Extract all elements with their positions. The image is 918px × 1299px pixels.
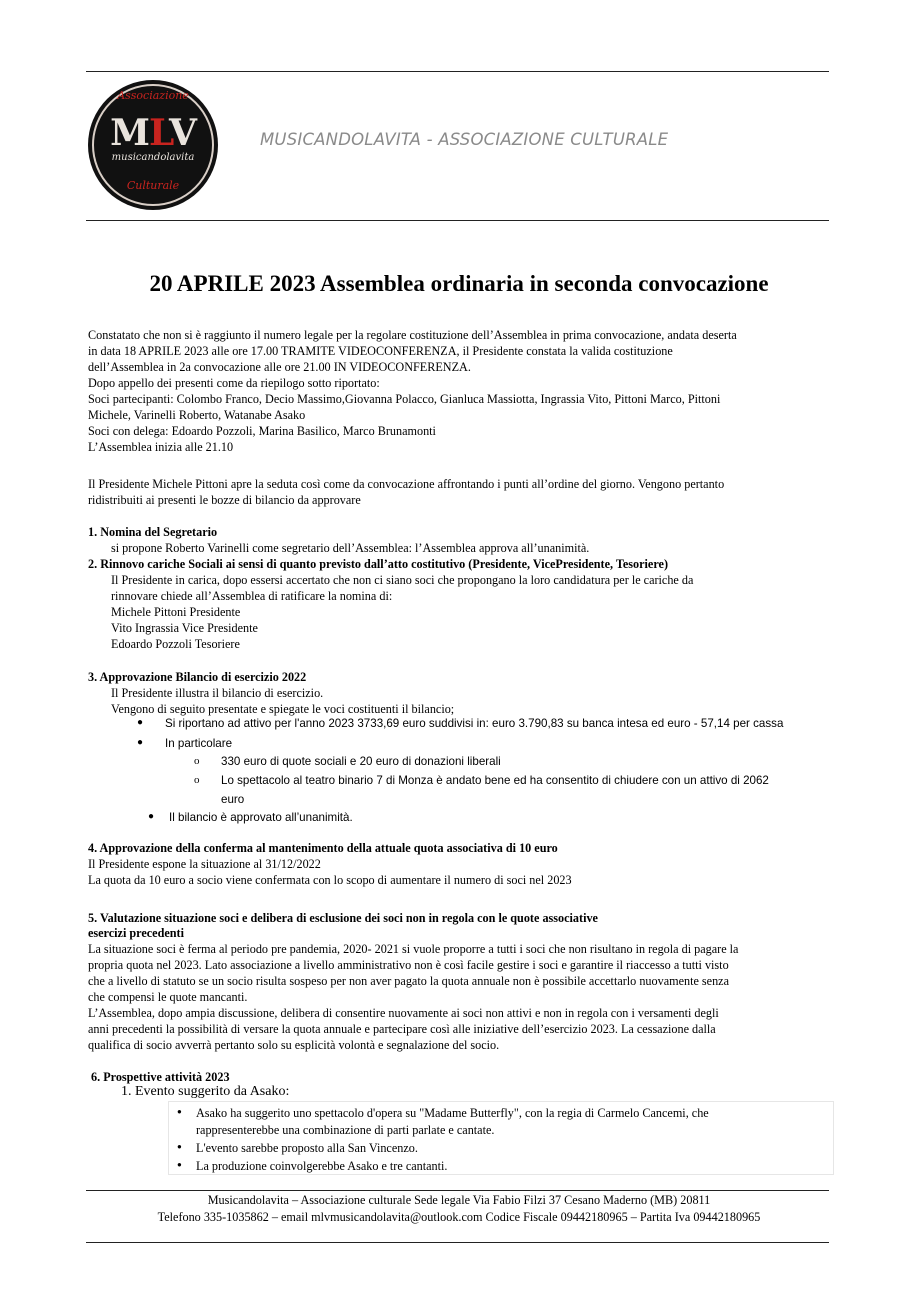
item3-subbullet-cont: euro bbox=[221, 793, 245, 806]
item4-line: La quota da 10 euro a socio viene confermata con lo scopo di aumentare il numero di soci nel 2023 bbox=[88, 873, 572, 887]
item1-text: si propone Roberto Varinelli come segretario dell’Assemblea: l’Assemblea approva all’unanimità. bbox=[111, 541, 590, 555]
logo-top-text: Associazione bbox=[117, 89, 189, 102]
bullet-dot-icon: ● bbox=[177, 1107, 182, 1116]
item3-bullet: Si riportano ad attivo per l'anno 2023 3733,69 euro suddivisi in: euro 3.790,83 su banca intesa ed euro - 57,14 per cassa bbox=[165, 717, 784, 730]
item3-line: Il Presidente illustra il bilancio di esercizio. bbox=[111, 686, 324, 700]
bullet-dot-icon: ● bbox=[137, 737, 144, 748]
item5-line: L’Assemblea, dopo ampia discussione, delibera di consentire nuovamente ai soci non attivi e non in regola con i versamenti degli bbox=[88, 1006, 719, 1020]
item2-line: rinnovare chiede all’Assemblea di ratificare la nomina di: bbox=[111, 589, 393, 603]
intro-line: Michele, Varinelli Roberto, Watanabe Asako bbox=[88, 408, 306, 422]
item5-heading: 5. Valutazione situazione soci e delibera di esclusione dei soci non in regola con le quote associative bbox=[88, 911, 598, 925]
item3-heading: 3. Approvazione Bilancio di esercizio 2022 bbox=[88, 670, 307, 684]
bullet-dot-icon: ● bbox=[177, 1142, 182, 1151]
item5-line: che a livello di statuto se un socio risulta sospeso per non aver pagato la quota annuale non è possibile accettarlo nuovamente senza bbox=[88, 974, 729, 988]
item6-bullet: L'evento sarebbe proposto alla San Vincenzo. bbox=[196, 1141, 418, 1155]
logo-mid-text: musicandolavita bbox=[111, 152, 195, 163]
item6-bullet-cont: rappresenterebbe una combinazione di parti parlate e cantate. bbox=[196, 1123, 495, 1137]
opening-line: ridistribuiti ai presenti le bozze di bilancio da approvare bbox=[88, 493, 361, 507]
item4-heading: 4. Approvazione della conferma al mantenimento della attuale quota associativa di 10 euro bbox=[88, 841, 558, 855]
intro-line: L’Assemblea inizia alle 21.10 bbox=[88, 440, 234, 454]
intro-line: Soci con delega: Edoardo Pozzoli, Marina Basilico, Marco Brunamonti bbox=[88, 424, 436, 438]
intro-line: dell’Assemblea in 2a convocazione alle ore 21.00 IN VIDEOCONFERENZA. bbox=[88, 360, 471, 374]
bullet-dot-icon: ● bbox=[137, 717, 144, 728]
item3-subbullet: 330 euro di quote sociali e 20 euro di donazioni liberali bbox=[221, 755, 501, 768]
item2-line: Vito Ingrassia Vice Presidente bbox=[111, 621, 258, 635]
bullet-dot-icon: ● bbox=[177, 1160, 182, 1169]
bullet-circle-icon: o bbox=[194, 755, 200, 767]
item3-subbullet: Lo spettacolo al teatro binario 7 di Monza è andato bene ed ha consentito di chiudere con un attivo di 2062 bbox=[221, 774, 769, 787]
item2-line: Il Presidente in carica, dopo essersi accertato che non ci siano soci che propongano la loro candidatura per le cariche da bbox=[111, 573, 694, 587]
item5-heading-cont: esercizi precedenti bbox=[88, 926, 184, 940]
header-bottom-rule bbox=[86, 220, 829, 221]
item4-line: Il Presidente espone la situazione al 31/12/2022 bbox=[88, 857, 321, 871]
association-logo bbox=[88, 80, 218, 210]
item6-bullet: La produzione coinvolgerebbe Asako e tre cantanti. bbox=[196, 1159, 448, 1173]
item1-heading: 1. Nomina del Segretario bbox=[88, 525, 218, 539]
association-name: MUSICANDOLAVITA - ASSOCIAZIONE CULTURALE bbox=[260, 130, 669, 149]
logo-letter-m: M bbox=[110, 112, 149, 154]
footer-top-rule bbox=[86, 1190, 829, 1191]
intro-line: in data 18 APRILE 2023 alle ore 17.00 TRAMITE VIDEOCONFERENZA, il Presidente constata la valida costituzione bbox=[88, 344, 673, 358]
intro-line: Soci partecipanti: Colombo Franco, Decio Massimo,Giovanna Polacco, Gianluca Massiotta, Ingrassia Vito, Pittoni Marco, Pittoni bbox=[88, 392, 721, 406]
item2-line: Michele Pittoni Presidente bbox=[111, 605, 241, 619]
logo-initials bbox=[88, 112, 218, 154]
item3-line: Vengono di seguito presentate e spiegate le voci costituenti il bilancio; bbox=[111, 702, 455, 716]
item6-numbered: 1. Evento suggerito da Asako: bbox=[121, 1084, 290, 1099]
item3-bullet: Il bilancio è approvato all’unanimità. bbox=[169, 811, 353, 824]
bullet-dot-icon: ● bbox=[148, 811, 155, 822]
item3-bullet: In particolare bbox=[165, 737, 233, 750]
item5-line: qualifica di socio avverrà pertanto solo su esplicità volontà e segnalazione del socio. bbox=[88, 1038, 500, 1052]
logo-letter-v: V bbox=[168, 112, 196, 154]
logo-letter-l: L bbox=[148, 112, 169, 154]
footer-line: Musicandolavita – Associazione culturale Sede legale Via Fabio Filzi 37 Cesano Maderno (MB) 20811 bbox=[207, 1193, 711, 1207]
item5-line: anni precedenti la possibilità di versare la quota annuale e partecipare così alle iniziative dell’esercizio 2023. La cessazione dalla bbox=[88, 1022, 716, 1036]
bullet-circle-icon: o bbox=[194, 774, 200, 786]
footer-bottom-rule bbox=[86, 1242, 829, 1243]
intro-line: Constatato che non si è raggiunto il numero legale per la regolare costituzione dell’Assemblea in prima convocazione, andata deserta bbox=[88, 328, 737, 342]
intro-line: Dopo appello dei presenti come da riepilogo sotto riportato: bbox=[88, 376, 380, 390]
page-title: 20 APRILE 2023 Assemblea ordinaria in seconda convocazione bbox=[149, 271, 769, 296]
footer-line: Telefono 335-1035862 – email mlvmusicandolavita@outlook.com Codice Fiscale 09442180965 – Partita Iva 09442180965 bbox=[157, 1210, 761, 1224]
item2-line: Edoardo Pozzoli Tesoriere bbox=[111, 637, 240, 651]
logo-bottom-text: Culturale bbox=[126, 179, 180, 192]
item6-heading: 6. Prospettive attività 2023 bbox=[91, 1070, 230, 1084]
header-top-rule bbox=[86, 71, 829, 72]
item6-bullet: Asako ha suggerito uno spettacolo d'opera su "Madame Butterfly", con la regia di Carmelo Cancemi, che bbox=[196, 1106, 709, 1120]
item2-heading: 2. Rinnovo cariche Sociali ai sensi di quanto previsto dall’atto costitutivo (Presidente, VicePresidente, Tesoriere) bbox=[88, 557, 668, 571]
opening-line: Il Presidente Michele Pittoni apre la seduta così come da convocazione affrontando i punti all’ordine del giorno. Vengono pertanto bbox=[88, 477, 725, 491]
item5-line: che compensi le quote mancanti. bbox=[88, 990, 248, 1004]
item5-line: propria quota nel 2023. Lato associazione a livello amministrativo non è così facile gestire i soci e garantire il riaccesso a tutti visto bbox=[88, 958, 729, 972]
item5-line: La situazione soci è ferma al periodo pre pandemia, 2020- 2021 si vuole proporre a tutti i soci che non risultano in regola di pagare la bbox=[88, 942, 739, 956]
